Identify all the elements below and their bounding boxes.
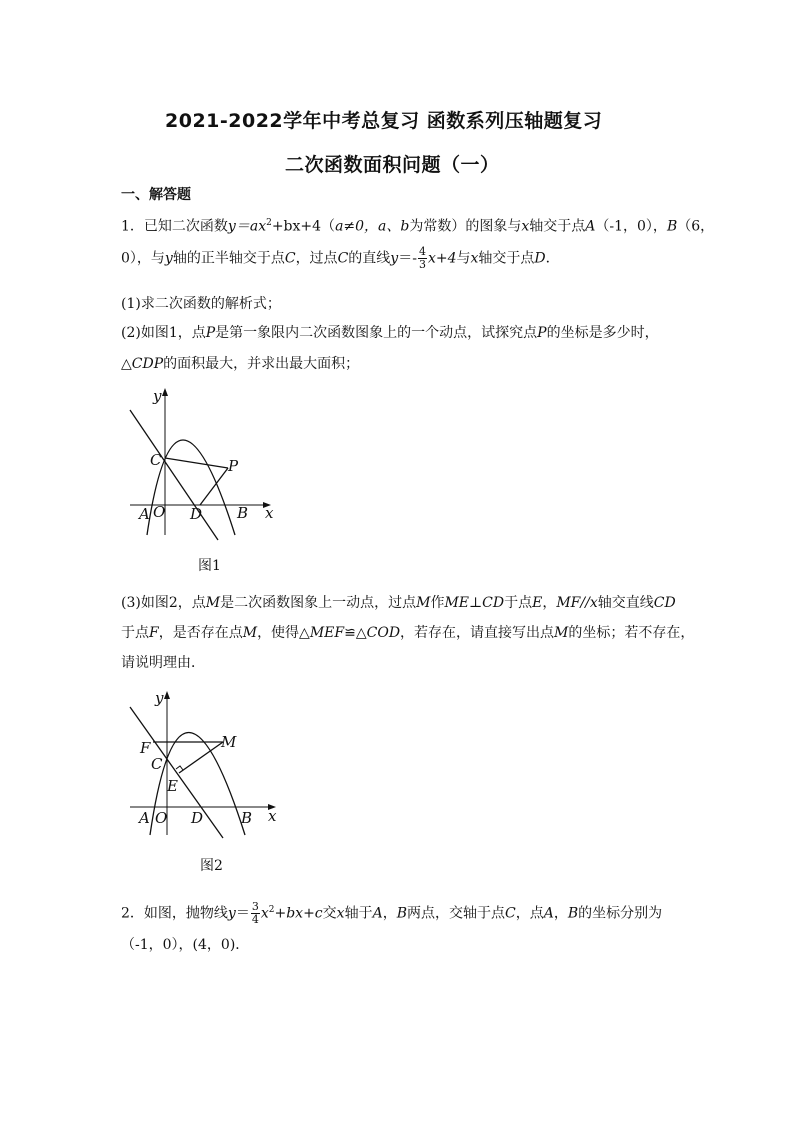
q2-line-2: （-1，0），(4，0)． (121, 937, 250, 953)
fig2-y-arrow (164, 691, 170, 699)
fraction: $\frac{3}{4}$ (251, 900, 259, 927)
section-heading: 一、解答题 (121, 187, 191, 203)
q1-part-1: (1)求二次函数的解析式； (121, 296, 281, 312)
fig2-label-b: B (241, 809, 253, 827)
fig1-label-b: B (237, 504, 249, 522)
q1-part-3-line-3: 请说明理由． (121, 655, 205, 671)
fig2-label-c: C (151, 755, 163, 773)
fig2-label-x: x (268, 807, 277, 825)
fig2-right-angle (176, 766, 183, 770)
fig1-y-arrow (162, 388, 168, 396)
figure-2 (125, 685, 285, 850)
fraction: $\frac{4}{3}$ (418, 245, 426, 271)
fig1-label-x: x (265, 504, 274, 522)
q1-part-2: (2)如图1，点P是第一象限内二次函数图象上的一个动点，试探究点P的坐标是多少时， (121, 325, 659, 341)
fig1-label-d: D (190, 505, 203, 523)
q1-part-3-line-2: 于点F，是否存在点M，使得△MEF≌△COD，若存在，请直接写出点M的坐标；若不存在， (121, 625, 695, 641)
fig1-label-o: O (153, 503, 166, 521)
fig1-label-y: y (153, 387, 162, 405)
fig2-label-f: F (140, 739, 151, 757)
fig1-label-a: A (139, 505, 150, 523)
fig2-label-o: O (155, 809, 168, 827)
fig1-segment-cp (165, 458, 228, 468)
fig2-label-e: E (167, 777, 178, 795)
page-subtitle: 二次函数面积问题（一） (285, 154, 500, 176)
fig1-segment-pd (200, 468, 228, 505)
q1-part-2-line-2: △CDP的面积最大，并求出最大面积； (121, 356, 360, 372)
fig2-label-m: M (221, 733, 237, 751)
q1-line-2: 0），与y轴的正半轴交于点C，过点C的直线y＝- $\frac{4}{3}$ x+4与x轴交于点D． (121, 245, 560, 271)
figure-1 (125, 385, 285, 550)
q1-part-3: (3)如图2，点M是二次函数图象上一动点，过点M作ME⊥CD于点E，MF//x轴交直线CD (121, 595, 676, 611)
q1-line-1: 1．已知二次函数$y=ax^2+bx+4(a\ne 0$，a、b为常数）的图象与x轴交于点A（-1，0），B（6， (121, 218, 715, 235)
page-title: 2021-2022学年中考总复习 函数系列压轴题复习 (165, 110, 603, 132)
fig2-segment-me (179, 742, 223, 773)
fig2-label-a: A (139, 809, 150, 827)
figure-1-caption: 图1 (198, 558, 221, 574)
fig1-label-c: C (150, 451, 162, 469)
fig2-label-d: D (191, 809, 204, 827)
fig2-label-y: y (155, 689, 164, 707)
fig1-label-p: P (228, 457, 239, 475)
figure-2-caption: 图2 (200, 858, 223, 874)
q2-line-1: 2．如图，抛物线y＝ $\frac{3}{4}$ $x^2+bx+c$交x轴于A，B两点，交轴于点C，点A，B的坐标分别为 (121, 900, 663, 927)
